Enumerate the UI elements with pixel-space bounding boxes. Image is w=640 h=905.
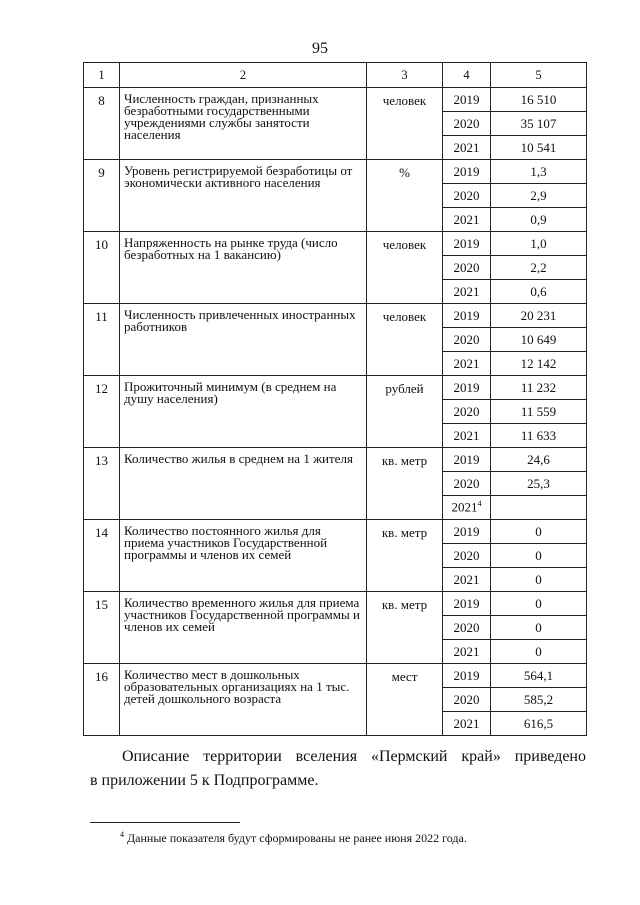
unit: % bbox=[367, 160, 443, 232]
value-cell: 11 633 bbox=[491, 424, 587, 448]
table-row bbox=[84, 520, 587, 544]
year-label: 2020 bbox=[453, 691, 480, 707]
row-number: 10 bbox=[84, 232, 120, 304]
row-number: 11 bbox=[84, 304, 120, 376]
year-cell bbox=[443, 496, 491, 520]
value-cell: 35 107 bbox=[491, 112, 587, 136]
footnote-reference: 4 bbox=[477, 499, 482, 509]
year-label: 2019 bbox=[453, 91, 480, 107]
year-label: 2021 bbox=[453, 283, 480, 299]
value-cell: 25,3 bbox=[491, 472, 587, 496]
year-cell bbox=[443, 136, 491, 160]
year-cell bbox=[443, 472, 491, 496]
indicator-name: Численность привлеченных иностранных работников bbox=[120, 304, 367, 376]
value-cell: 24,6 bbox=[491, 448, 587, 472]
table-row bbox=[84, 664, 587, 688]
indicator-name: Напряженность на рынке труда (число безработных на 1 вакансию) bbox=[120, 232, 367, 304]
year-label: 2020 bbox=[453, 619, 480, 635]
value-cell: 12 142 bbox=[491, 352, 587, 376]
year-label: 2020 bbox=[453, 187, 480, 203]
year-cell bbox=[443, 184, 491, 208]
value-cell bbox=[491, 496, 587, 520]
unit: рублей bbox=[367, 376, 443, 448]
year-label: 2019 bbox=[453, 451, 480, 467]
indicator-name: Численность граждан, признанных безработными государственными учреждениями службы занятости населения bbox=[120, 88, 367, 160]
table-row bbox=[84, 592, 587, 616]
year-cell bbox=[443, 400, 491, 424]
table-row bbox=[84, 376, 587, 400]
value-cell: 20 231 bbox=[491, 304, 587, 328]
year-label: 2019 bbox=[453, 523, 480, 539]
indicator-name: Количество мест в дошкольных образовательных организациях на 1 тыс. детей дошкольного возраста bbox=[120, 664, 367, 736]
year-cell bbox=[443, 112, 491, 136]
year-label: 2020 bbox=[453, 403, 480, 419]
header-col-2: 2 bbox=[120, 63, 367, 88]
value-cell: 0 bbox=[491, 568, 587, 592]
year-label: 2019 bbox=[453, 595, 480, 611]
row-number: 12 bbox=[84, 376, 120, 448]
indicator-name: Количество постоянного жилья для приема участников Государственной программы и членов их семей bbox=[120, 520, 367, 592]
year-label: 2019 bbox=[453, 667, 480, 683]
value-cell: 564,1 bbox=[491, 664, 587, 688]
value-cell: 0 bbox=[491, 520, 587, 544]
year-label: 2021 bbox=[453, 715, 480, 731]
year-cell bbox=[443, 88, 491, 112]
year-label: 2020 bbox=[453, 331, 480, 347]
year-label: 2020 bbox=[453, 475, 480, 491]
table-row bbox=[84, 160, 587, 184]
year-cell bbox=[443, 568, 491, 592]
year-cell bbox=[443, 712, 491, 736]
table-row bbox=[84, 88, 587, 112]
year-cell bbox=[443, 448, 491, 472]
indicator-name: Количество временного жилья для приема участников Государственной программы и членов их семей bbox=[120, 592, 367, 664]
indicator-name: Уровень регистрируемой безработицы от экономически активного населения bbox=[120, 160, 367, 232]
year-cell bbox=[443, 640, 491, 664]
year-cell bbox=[443, 352, 491, 376]
year-label: 2021 bbox=[453, 355, 480, 371]
description-line-2: в приложении 5 к Подпрограмме. bbox=[90, 772, 319, 789]
year-cell bbox=[443, 328, 491, 352]
year-label: 2021 bbox=[453, 427, 480, 443]
row-number: 8 bbox=[84, 88, 120, 160]
year-label: 2021 bbox=[453, 211, 480, 227]
year-label: 2021 bbox=[451, 499, 478, 515]
year-cell bbox=[443, 424, 491, 448]
year-label: 2019 bbox=[453, 379, 480, 395]
value-cell: 0,6 bbox=[491, 280, 587, 304]
header-col-5: 5 bbox=[491, 63, 587, 88]
value-cell: 2,2 bbox=[491, 256, 587, 280]
value-cell: 585,2 bbox=[491, 688, 587, 712]
year-label: 2019 bbox=[453, 163, 480, 179]
value-cell: 10 649 bbox=[491, 328, 587, 352]
value-cell: 0,9 bbox=[491, 208, 587, 232]
value-cell: 1,3 bbox=[491, 160, 587, 184]
footnote-mark: 4 bbox=[120, 830, 124, 839]
year-label: 2021 bbox=[453, 643, 480, 659]
year-cell bbox=[443, 520, 491, 544]
row-number: 9 bbox=[84, 160, 120, 232]
year-cell bbox=[443, 280, 491, 304]
value-cell: 11 232 bbox=[491, 376, 587, 400]
table-row bbox=[84, 304, 587, 328]
description-line-1: Описание территории вселения «Пермский край» приведено bbox=[122, 748, 586, 765]
header-col-3: 3 bbox=[367, 63, 443, 88]
value-cell: 2,9 bbox=[491, 184, 587, 208]
value-cell: 16 510 bbox=[491, 88, 587, 112]
value-cell: 0 bbox=[491, 640, 587, 664]
year-cell bbox=[443, 232, 491, 256]
year-label: 2021 bbox=[453, 139, 480, 155]
header-col-4: 4 bbox=[443, 63, 491, 88]
unit: человек bbox=[367, 232, 443, 304]
indicator-name: Прожиточный минимум (в среднем на душу населения) bbox=[120, 376, 367, 448]
footnote-text: Данные показателя будут сформированы не ранее июня 2022 года. bbox=[127, 831, 467, 845]
value-cell: 10 541 bbox=[491, 136, 587, 160]
indicator-name: Количество жилья в среднем на 1 жителя bbox=[120, 448, 367, 520]
year-cell bbox=[443, 256, 491, 280]
value-cell: 0 bbox=[491, 592, 587, 616]
unit: кв. метр bbox=[367, 592, 443, 664]
unit: человек bbox=[367, 304, 443, 376]
value-cell: 11 559 bbox=[491, 400, 587, 424]
value-cell: 0 bbox=[491, 544, 587, 568]
year-label: 2020 bbox=[453, 259, 480, 275]
table-row bbox=[84, 448, 587, 472]
footnote-divider bbox=[90, 822, 240, 823]
value-cell: 0 bbox=[491, 616, 587, 640]
year-cell bbox=[443, 664, 491, 688]
unit: кв. метр bbox=[367, 520, 443, 592]
year-cell bbox=[443, 376, 491, 400]
year-cell bbox=[443, 304, 491, 328]
year-cell bbox=[443, 616, 491, 640]
year-label: 2019 bbox=[453, 235, 480, 251]
value-cell: 1,0 bbox=[491, 232, 587, 256]
year-cell bbox=[443, 688, 491, 712]
value-cell: 616,5 bbox=[491, 712, 587, 736]
year-cell bbox=[443, 160, 491, 184]
year-label: 2020 bbox=[453, 115, 480, 131]
year-label: 2021 bbox=[453, 571, 480, 587]
row-number: 15 bbox=[84, 592, 120, 664]
year-cell bbox=[443, 544, 491, 568]
page-number: 95 bbox=[312, 40, 328, 57]
row-number: 16 bbox=[84, 664, 120, 736]
header-col-1: 1 bbox=[84, 63, 120, 88]
row-number: 13 bbox=[84, 448, 120, 520]
year-label: 2020 bbox=[453, 547, 480, 563]
table-row bbox=[84, 232, 587, 256]
unit: человек bbox=[367, 88, 443, 160]
year-label: 2019 bbox=[453, 307, 480, 323]
indicators-table bbox=[83, 62, 587, 736]
row-number: 14 bbox=[84, 520, 120, 592]
table-header-row bbox=[84, 63, 587, 88]
year-cell bbox=[443, 208, 491, 232]
year-cell bbox=[443, 592, 491, 616]
unit: кв. метр bbox=[367, 448, 443, 520]
unit: мест bbox=[367, 664, 443, 736]
territory-description bbox=[90, 745, 586, 793]
footnote bbox=[120, 830, 467, 846]
